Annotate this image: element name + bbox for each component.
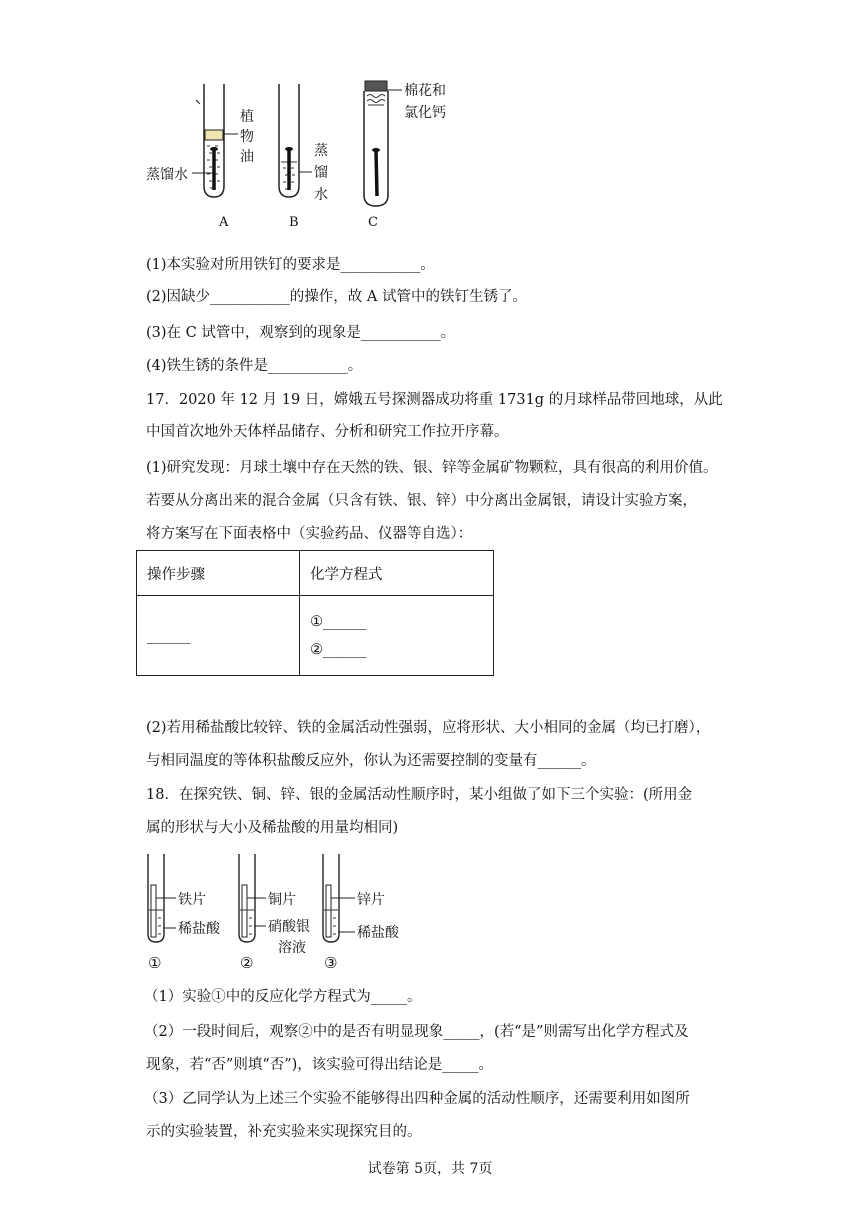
q18-stem-2: 属的形状与大小及稀盐酸的用量均相同) <box>146 820 399 836</box>
solution-label-3: 稀盐酸 <box>357 925 399 941</box>
solution-label-2-line2: 溶液 <box>278 940 306 956</box>
table-equation-cell[interactable] <box>300 596 494 676</box>
solution-label-1: 稀盐酸 <box>178 921 220 937</box>
tube-letter-c: C <box>368 215 378 230</box>
metal-label-iron: 铁片 <box>178 892 206 908</box>
iron-strip <box>151 885 156 937</box>
water-b-label-3: 水 <box>314 187 328 203</box>
stopper <box>365 81 387 91</box>
oil-label-2: 物 <box>240 129 254 145</box>
oil-label-3: 油 <box>240 149 254 165</box>
metal-activity-figure <box>0 850 860 980</box>
page-footer: 试卷第 5页，共 7页 <box>367 1161 493 1177</box>
cotton-label-2: 氯化钙 <box>404 105 446 121</box>
table-header-equation: 化学方程式 <box>300 551 494 596</box>
nail-c <box>372 148 380 196</box>
q17-stem-2: 中国首次地外天体样品储存、分析和研究工作拉开序幕。 <box>146 424 509 440</box>
q17-part1-3: 将方案写在下面表格中（实验药品、仪器等自选）： <box>146 526 473 542</box>
q17-stem-1: 17．2020 年 12 月 19 日，嫦娥五号探测器成功将重 1731g 的月球样品带回地球，从此 <box>146 392 723 408</box>
q18-item-3b: 示的实验装置，补充实验来实现探究目的。 <box>146 1124 422 1140</box>
q17-part1-2: 若要从分离出来的混合金属（只含有铁、银、锌）中分离出金属银，请设计实验方案， <box>146 493 697 509</box>
table-step-blank[interactable] <box>137 596 300 676</box>
solution-table <box>136 550 494 676</box>
equation-blank-1: ①______ <box>310 613 367 630</box>
water-b-label-1: 蒸 <box>314 143 328 159</box>
q18-item-3: （3）乙同学认为上述三个实验不能够得出四种金属的活动性顺序，还需要利用如图所 <box>144 1091 690 1107</box>
oil-label-1: 植 <box>240 109 254 125</box>
experiment-number-2: ② <box>240 954 254 972</box>
experiment-number-1: ① <box>148 954 162 972</box>
q17-part2-1: (2)若用稀盐酸比较锌、铁的金属活动性强弱，应将形状、大小相同的金属（均已打磨）， <box>146 720 711 736</box>
cotton-label-1: 棉花和 <box>404 83 446 99</box>
cotton-calcium-chloride <box>367 95 385 106</box>
solution-label-2: 硝酸银 <box>268 919 310 935</box>
metal-label-zinc: 锌片 <box>357 892 385 908</box>
copper-strip <box>242 885 247 937</box>
q16-item-1: (1)本实验对所用铁钉的要求是___________。 <box>146 257 435 273</box>
q18-stem-1: 18．在探究铁、铜、锌、银的金属活动性顺序时，某小组做了如下三个实验：(所用金 <box>146 787 693 803</box>
q18-item-2: （2）一段时间后，观察②中的是否有明显现象_____，(若“是”则需写出化学方程式及 <box>144 1024 689 1040</box>
q17-part1-1: (1)研究发现：月球土壤中存在天然的铁、银、锌等金属矿物颗粒，具有很高的利用价值。 <box>146 460 718 476</box>
q17-part2-2: 与相同温度的等体积盐酸反应外，你认为还需要控制的变量有______。 <box>146 753 596 769</box>
q16-item-3: (3)在 C 试管中，观察到的现象是___________。 <box>146 325 456 341</box>
zinc-strip <box>326 885 331 937</box>
water-a-label: 蒸馏水 <box>146 167 188 183</box>
water-b-label-2: 馏 <box>314 165 328 181</box>
metal-label-copper: 铜片 <box>268 892 296 908</box>
experiment-number-3: ③ <box>324 954 338 972</box>
table-header-steps: 操作步骤 <box>137 551 300 596</box>
oil-layer <box>205 130 223 140</box>
q16-item-2: (2)因缺少___________的操作，故 A 试管中的铁钉生锈了。 <box>146 289 527 305</box>
q18-item-1: （1）实验①中的反应化学方程式为_____。 <box>144 989 422 1005</box>
step-blank-text: ______ <box>147 627 191 644</box>
tube-letter-b: B <box>289 215 299 230</box>
tube-letter-a: A <box>219 215 229 230</box>
equation-blank-2: ②______ <box>310 641 367 658</box>
q16-item-4: (4)铁生锈的条件是___________。 <box>146 358 363 374</box>
q18-item-2b: 现象，若“否”则填“否”)，该实验可得出结论是_____。 <box>146 1057 494 1073</box>
